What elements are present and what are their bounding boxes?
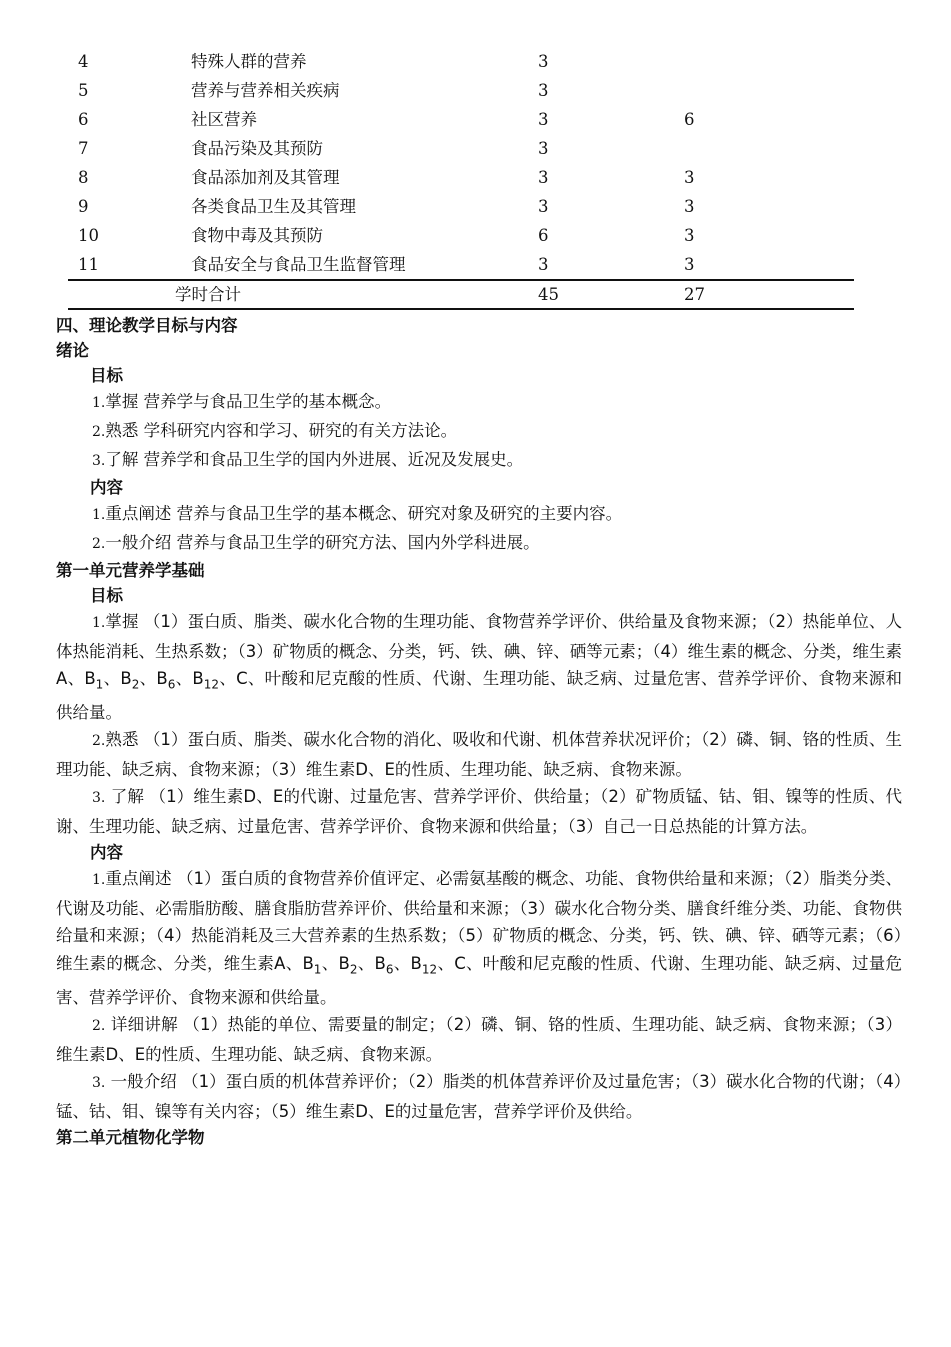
intro-goal-item: 2.熟悉 学科研究内容和学习、研究的有关方法论。 bbox=[92, 421, 458, 440]
total-practice-hours: 27 bbox=[684, 285, 705, 304]
unit1-goal-heading: 目标 bbox=[90, 586, 123, 605]
unit2-title: 第二单元植物化学物 bbox=[56, 1128, 205, 1148]
row-number: 4 bbox=[78, 52, 89, 71]
row-theory-hours: 3 bbox=[538, 81, 549, 100]
table-row bbox=[68, 221, 854, 250]
row-number: 11 bbox=[78, 255, 99, 274]
unit1-goal-item: 2.熟悉 （1）蛋白质、脂类、碳水化合物的消化、吸收和代谢、机体营养状况评价；（2）磷、铜、铬的性质、生理功能、缺乏病、食物来源；（3）维生素D、E的性质、生理功能、缺乏病、食物来源。 bbox=[56, 730, 902, 779]
row-theory-hours: 3 bbox=[538, 110, 549, 129]
row-topic: 各类食品卫生及其管理 bbox=[191, 197, 356, 216]
unit1-goal-item: 3. 了解 （1）维生素D、E的代谢、过量危害、营养学评价、供给量；（2）矿物质锰、钴、钼、镍等的性质、代谢、生理功能、缺乏病、过量危害、营养学评价、食物来源和供给量；（3）自己一日总热能的计算方法。 bbox=[56, 787, 902, 836]
total-label: 学时合计 bbox=[175, 285, 241, 304]
row-number: 10 bbox=[78, 226, 99, 245]
row-practice-hours: 3 bbox=[684, 197, 695, 216]
total-theory-hours: 45 bbox=[538, 285, 559, 304]
unit1-title: 第一单元营养学基础 bbox=[56, 561, 205, 580]
intro-content-heading: 内容 bbox=[90, 478, 123, 497]
row-practice-hours: 3 bbox=[684, 255, 695, 274]
row-practice-hours: 3 bbox=[684, 226, 695, 245]
row-theory-hours: 3 bbox=[538, 255, 549, 274]
row-number: 9 bbox=[78, 197, 89, 216]
intro-content-item: 1.重点阐述 营养与食品卫生学的基本概念、研究对象及研究的主要内容。 bbox=[92, 504, 623, 523]
table-row bbox=[68, 192, 854, 221]
table-row bbox=[68, 105, 854, 134]
row-theory-hours: 6 bbox=[538, 226, 549, 245]
row-number: 5 bbox=[78, 81, 89, 100]
row-number: 8 bbox=[78, 168, 89, 187]
row-topic: 社区营养 bbox=[191, 110, 257, 129]
table-row bbox=[68, 134, 854, 163]
intro-goal-heading: 目标 bbox=[90, 366, 123, 385]
row-theory-hours: 3 bbox=[538, 197, 549, 216]
intro-goal-item: 3.了解 营养学和食品卫生学的国内外进展、近况及发展史。 bbox=[92, 450, 524, 469]
unit1-goal-item: 1.掌握 （1）蛋白质、脂类、碳水化合物的生理功能、食物营养学评价、供给量及食物来源；（2）热能单位、人体热能消耗、生热系数；（3）矿物质的概念、分类，钙、铁、碘、锌、硒等元素；（4）维生素的概念、分类，维生素A、$B_1$、$B_2$、$B_6$、$B_{12}$、C、叶酸和尼克酸的性质、代谢、生理功能、缺乏病、过量危害、营养学评价、食物来源和供给量。 bbox=[56, 612, 903, 722]
table-row bbox=[68, 76, 854, 105]
row-practice-hours: 6 bbox=[684, 110, 695, 129]
unit1-content-item: 1.重点阐述 （1）蛋白质的食物营养价值评定、必需氨基酸的概念、功能、食物供给量和来源；（2）脂类分类、代谢及功能、必需脂肪酸、膳食脂肪营养评价、供给量和来源；（3）碳水化合物分类、膳食纤维分类、功能、食物供给量和来源；（4）热能消耗及三大营养素的生热系数；（5）矿物质的概念、分类，钙、铁、碘、锌、硒等元素；（6）维生素的概念、分类，维生素A、$B_1$、$B_2$、$B_6$、$B_{12}$、C、叶酸和尼克酸的性质、代谢、生理功能、缺乏病、过量危害、营养学评价、食物来源和供给量。 bbox=[56, 869, 903, 1007]
row-number: 6 bbox=[78, 110, 89, 129]
unit1-content-item: 2. 详细讲解 （1）热能的单位、需要量的制定；（2）磷、铜、铬的性质、生理功能、缺乏病、食物来源；（3）维生素D、E的性质、生理功能、缺乏病、食物来源。 bbox=[56, 1015, 902, 1064]
hours-table bbox=[68, 47, 854, 310]
row-topic: 食品安全与食品卫生监督管理 bbox=[191, 255, 406, 274]
document-body bbox=[56, 313, 902, 1150]
table-total-row bbox=[68, 279, 854, 310]
table-row bbox=[68, 163, 854, 192]
unit1-content-item: 3. 一般介绍 （1）蛋白质的机体营养评价；（2）脂类的机体营养评价及过量危害；（3）碳水化合物的代谢；（4）锰、钴、钼、镍等有关内容；（5）维生素D、E的过量危害，营养学评价及供给。 bbox=[56, 1072, 902, 1121]
table-row bbox=[68, 47, 854, 76]
row-theory-hours: 3 bbox=[538, 139, 549, 158]
unit1-content-heading: 内容 bbox=[90, 843, 123, 863]
row-topic: 营养与营养相关疾病 bbox=[191, 81, 340, 100]
row-theory-hours: 3 bbox=[538, 52, 549, 71]
section-title: 四、理论教学目标与内容 bbox=[56, 316, 238, 335]
table-row bbox=[68, 250, 854, 279]
row-topic: 食物中毒及其预防 bbox=[191, 226, 323, 245]
row-practice-hours: 3 bbox=[684, 168, 695, 187]
intro-goal-item: 1.掌握 营养学与食品卫生学的基本概念。 bbox=[92, 392, 392, 411]
row-number: 7 bbox=[78, 139, 89, 158]
row-topic: 食品污染及其预防 bbox=[191, 139, 323, 158]
intro-content-item: 2.一般介绍 营养与食品卫生学的研究方法、国内外学科进展。 bbox=[92, 533, 540, 552]
row-theory-hours: 3 bbox=[538, 168, 549, 187]
intro-title: 绪论 bbox=[56, 341, 89, 360]
row-topic: 食品添加剂及其管理 bbox=[191, 168, 340, 187]
row-topic: 特殊人群的营养 bbox=[191, 52, 307, 71]
